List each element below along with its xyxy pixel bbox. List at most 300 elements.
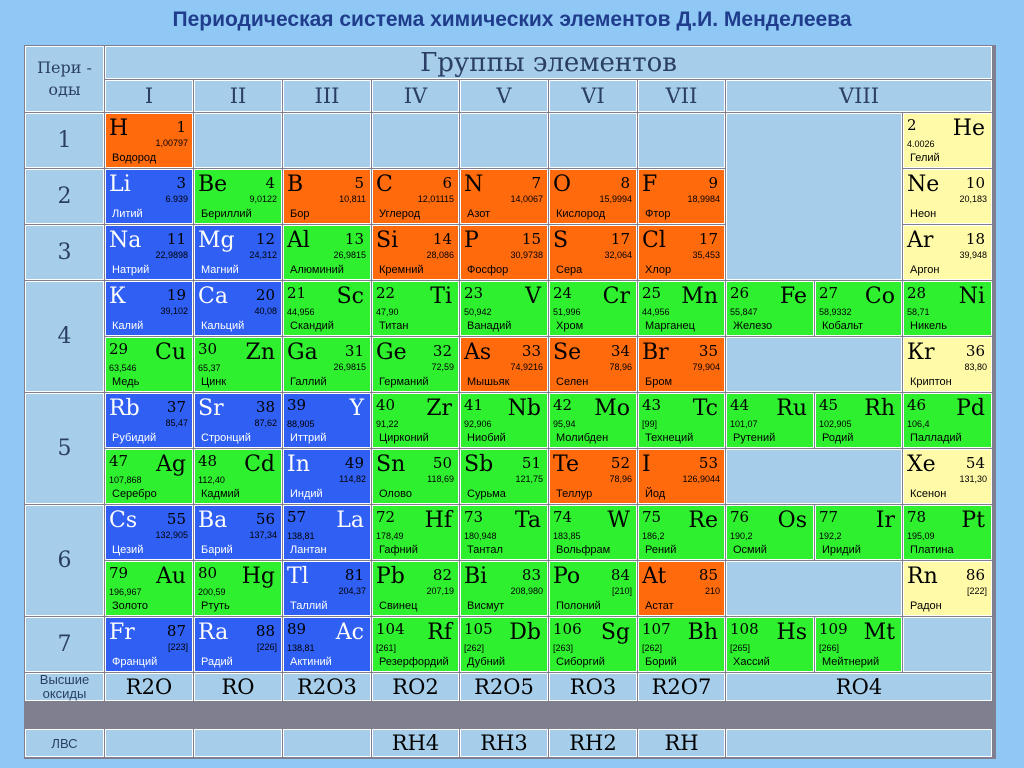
element-symbol: Sb: [464, 452, 494, 477]
atomic-number: 21: [287, 284, 307, 302]
atomic-number: 82: [432, 566, 452, 584]
element-cell: [549, 169, 637, 224]
atomic-mass: 28,086: [426, 250, 454, 260]
element-name: Таллий: [290, 600, 328, 612]
atomic-number: 4: [265, 174, 275, 192]
element-cell: [460, 169, 548, 224]
atomic-mass: 186,2: [642, 531, 665, 541]
atomic-number: 85: [698, 566, 718, 584]
element-cell: [194, 169, 282, 224]
atomic-mass: 14,0067: [510, 194, 543, 204]
atomic-mass: 10,811: [339, 194, 366, 204]
atomic-mass: [261]: [376, 643, 397, 653]
atomic-number: 5: [354, 174, 364, 192]
atomic-mass: [99]: [642, 419, 658, 429]
element-symbol: Ba: [198, 508, 228, 533]
element-symbol: Au: [155, 564, 186, 589]
element-name: Радон: [910, 600, 942, 612]
atomic-mass: [262]: [464, 643, 485, 653]
atomic-number: 9: [708, 174, 718, 192]
empty-cell: [726, 449, 902, 504]
atomic-mass: 51,996: [553, 307, 581, 317]
element-symbol: Ru: [776, 396, 807, 421]
element-name: Кальций: [201, 320, 245, 332]
atomic-number: 57: [287, 508, 307, 526]
element-symbol: Hs: [776, 620, 807, 645]
element-cell: [283, 505, 371, 560]
element-symbol: H: [109, 116, 129, 141]
atomic-number: 105: [464, 620, 493, 638]
atomic-number: 56: [255, 510, 275, 528]
element-symbol: Sc: [336, 284, 364, 309]
element-name: Алюминий: [290, 264, 344, 276]
element-symbol: Na: [109, 228, 142, 253]
atomic-mass: 92,906: [464, 419, 492, 429]
element-cell: [194, 505, 282, 560]
element-cell: [194, 561, 282, 616]
element-cell: [460, 393, 548, 448]
element-cell: [638, 617, 725, 672]
atomic-number: 18: [965, 230, 985, 248]
period-number: 4: [25, 281, 104, 392]
atomic-number: 76: [730, 508, 750, 526]
atomic-number: 78: [907, 508, 927, 526]
empty-cell: [283, 729, 371, 757]
element-symbol: Ti: [430, 284, 452, 309]
groups-title: Группы элементов: [105, 46, 992, 79]
oxide-formula: RO2: [372, 673, 459, 701]
element-symbol: Mn: [681, 284, 718, 309]
element-name: Палладий: [910, 432, 962, 444]
atomic-mass: 180,948: [464, 531, 497, 541]
period-number: 2: [25, 169, 104, 224]
element-name: Аргон: [910, 264, 940, 276]
atomic-number: 8: [620, 174, 630, 192]
element-symbol: Al: [287, 228, 310, 253]
atomic-number: 17: [610, 230, 630, 248]
element-name: Молибден: [556, 432, 609, 444]
atomic-mass: 101,07: [730, 419, 758, 429]
element-symbol: I: [642, 452, 651, 477]
element-symbol: Tl: [287, 564, 309, 589]
element-cell: [903, 337, 992, 392]
period-number: 3: [25, 225, 104, 280]
element-cell: [549, 617, 637, 672]
empty-cell: [549, 113, 637, 168]
element-name: Йод: [645, 488, 666, 500]
element-cell: [638, 393, 725, 448]
element-symbol: Ne: [907, 172, 940, 197]
element-symbol: Ag: [156, 452, 186, 477]
atomic-mass: 200,59: [198, 587, 226, 597]
element-symbol: Ir: [875, 508, 895, 533]
element-name: Мейтнерий: [822, 656, 880, 668]
element-name: Висмут: [467, 600, 505, 612]
element-symbol: Te: [553, 452, 579, 477]
element-name: Теллур: [556, 488, 593, 500]
atomic-mass: [222]: [966, 586, 987, 596]
period-number: 7: [25, 617, 104, 672]
element-symbol: At: [642, 564, 667, 589]
element-symbol: Hg: [241, 564, 275, 589]
atomic-number: 84: [610, 566, 630, 584]
oxide-formula: RO3: [549, 673, 637, 701]
element-symbol: Ta: [514, 508, 541, 533]
element-name: Бром: [645, 376, 673, 388]
atomic-mass: 79,904: [692, 362, 720, 372]
element-name: Фтор: [645, 208, 671, 220]
element-cell: [549, 225, 637, 280]
element-name: Ртуть: [201, 600, 230, 612]
element-name: Индий: [290, 488, 323, 500]
atomic-number: 33: [521, 342, 541, 360]
atomic-number: 10: [965, 174, 985, 192]
element-cell: [283, 393, 371, 448]
element-symbol: Rf: [427, 620, 452, 645]
element-symbol: Mt: [863, 620, 895, 645]
atomic-mass: 208,980: [510, 586, 543, 596]
atomic-number: 39: [287, 396, 307, 414]
element-name: Иридий: [822, 544, 861, 556]
element-symbol: Cd: [244, 452, 275, 477]
atomic-number: 22: [376, 284, 396, 302]
atomic-mass: 35,453: [692, 250, 720, 260]
element-name: Радий: [201, 656, 233, 668]
atomic-number: 108: [730, 620, 759, 638]
group-header: II: [194, 80, 282, 112]
element-cell: [372, 505, 459, 560]
atomic-mass: 126,9044: [682, 474, 720, 484]
element-symbol: Cs: [109, 508, 138, 533]
element-symbol: Hf: [424, 508, 452, 533]
atomic-number: 20: [255, 286, 275, 304]
element-cell: [283, 281, 371, 336]
element-cell: [105, 337, 193, 392]
atomic-number: 12: [255, 230, 275, 248]
element-symbol: Ac: [335, 620, 364, 645]
element-cell: [638, 505, 725, 560]
element-cell: [903, 505, 992, 560]
atomic-number: 23: [464, 284, 484, 302]
atomic-mass: 58,71: [907, 307, 930, 317]
atomic-mass: 137,34: [249, 530, 277, 540]
atomic-number: 42: [553, 396, 573, 414]
element-name: Калий: [112, 320, 144, 332]
element-symbol: Se: [553, 340, 582, 365]
period-number: 5: [25, 393, 104, 504]
atomic-mass: 183,85: [553, 531, 581, 541]
atomic-number: 40: [376, 396, 396, 414]
element-cell: [815, 505, 902, 560]
atomic-number: 11: [166, 230, 186, 248]
element-symbol: F: [642, 172, 658, 197]
element-cell: [549, 505, 637, 560]
atomic-mass: 44,956: [287, 307, 315, 317]
element-name: Ксенон: [910, 488, 947, 500]
element-name: Кремний: [379, 264, 424, 276]
atomic-number: 86: [965, 566, 985, 584]
atomic-mass: 44,956: [642, 307, 670, 317]
element-name: Золото: [112, 600, 148, 612]
element-name: Рутений: [733, 432, 776, 444]
element-cell: [105, 505, 193, 560]
element-name: Астат: [645, 600, 674, 612]
element-name: Магний: [201, 264, 239, 276]
atomic-number: 88: [255, 622, 275, 640]
element-name: Криптон: [910, 376, 952, 388]
element-symbol: Fe: [779, 284, 807, 309]
element-symbol: Db: [509, 620, 541, 645]
element-name: Селен: [556, 376, 589, 388]
element-symbol: Os: [777, 508, 807, 533]
atomic-mass: 138,81: [287, 531, 315, 541]
group-header: VII: [638, 80, 725, 112]
element-symbol: Pd: [956, 396, 985, 421]
hydride-formula: RH: [638, 729, 725, 757]
element-cell: [283, 225, 371, 280]
element-name: Ванадий: [467, 320, 512, 332]
element-symbol: Re: [688, 508, 718, 533]
empty-cell: [726, 729, 992, 757]
element-symbol: Pt: [961, 508, 985, 533]
atomic-mass: 207,19: [426, 586, 454, 596]
atomic-mass: 78,96: [609, 362, 632, 372]
atomic-mass: 72,59: [431, 362, 454, 372]
element-name: Кислород: [556, 208, 606, 220]
element-cell: [903, 113, 992, 168]
element-cell: [372, 337, 459, 392]
element-name: Родий: [822, 432, 854, 444]
element-symbol: Ra: [198, 620, 229, 645]
atomic-mass: 47,90: [376, 307, 399, 317]
atomic-number: 41: [464, 396, 484, 414]
element-name: Олово: [379, 488, 412, 500]
element-cell: [903, 169, 992, 224]
hydride-formula: RH3: [460, 729, 548, 757]
atomic-number: 87: [166, 622, 186, 640]
atomic-number: 53: [698, 454, 718, 472]
element-cell: [460, 561, 548, 616]
element-symbol: Zr: [426, 396, 452, 421]
atomic-number: 15: [521, 230, 541, 248]
atomic-mass: 192,2: [819, 531, 842, 541]
element-cell: [549, 393, 637, 448]
atomic-mass: 138,81: [287, 643, 315, 653]
element-symbol: Mo: [594, 396, 630, 421]
group-header: IV: [372, 80, 459, 112]
oxide-formula: R2O7: [638, 673, 725, 701]
element-symbol: Pb: [376, 564, 405, 589]
element-cell: [638, 449, 725, 504]
element-cell: [283, 617, 371, 672]
atomic-mass: 1,00797: [155, 138, 188, 148]
element-symbol: Tc: [692, 396, 718, 421]
element-cell: [815, 393, 902, 448]
element-symbol: Sr: [198, 396, 224, 421]
element-symbol: Rb: [109, 396, 140, 421]
element-symbol: V: [525, 284, 541, 309]
atomic-mass: 114,82: [339, 474, 366, 484]
atomic-number: 30: [198, 340, 218, 358]
element-cell: [549, 337, 637, 392]
element-cell: [460, 505, 548, 560]
element-symbol: Br: [642, 340, 669, 365]
empty-cell: [726, 561, 902, 616]
element-name: Скандий: [290, 320, 334, 332]
atomic-number: 3: [176, 174, 186, 192]
element-cell: [194, 393, 282, 448]
atomic-mass: [262]: [642, 643, 663, 653]
periods-header: Пери - оды: [25, 46, 104, 112]
element-symbol: Ga: [287, 340, 318, 365]
element-cell: [283, 561, 371, 616]
atomic-mass: 39,948: [959, 250, 987, 260]
atomic-mass: 15,9994: [599, 194, 632, 204]
empty-cell: [638, 113, 725, 168]
element-symbol: He: [952, 116, 985, 141]
empty-cell: [903, 617, 992, 672]
atomic-number: 32: [432, 342, 452, 360]
atomic-mass: 74,9216: [510, 362, 543, 372]
atomic-number: 19: [166, 286, 186, 304]
atomic-number: 81: [344, 566, 364, 584]
element-cell: [105, 617, 193, 672]
element-cell: [283, 169, 371, 224]
element-symbol: Be: [198, 172, 228, 197]
atomic-number: 109: [819, 620, 848, 638]
element-name: Титан: [379, 320, 409, 332]
atomic-mass: 196,967: [109, 587, 142, 597]
element-name: Рубидий: [112, 432, 157, 444]
element-cell: [549, 561, 637, 616]
element-cell: [726, 505, 814, 560]
element-cell: [105, 281, 193, 336]
atomic-mass: 12,01115: [417, 194, 454, 204]
empty-cell: [105, 729, 193, 757]
element-symbol: As: [464, 340, 492, 365]
atomic-mass: 88,905: [287, 419, 315, 429]
element-symbol: Cl: [642, 228, 666, 253]
element-symbol: Nb: [507, 396, 541, 421]
atomic-number: 37: [166, 398, 186, 416]
atomic-mass: 83,80: [964, 362, 987, 372]
atomic-mass: [265]: [730, 643, 751, 653]
atomic-number: 38: [255, 398, 275, 416]
element-cell: [283, 337, 371, 392]
element-cell: [105, 169, 193, 224]
group-header: I: [105, 80, 193, 112]
atomic-mass: [223]: [167, 642, 188, 652]
element-name: Сера: [556, 264, 583, 276]
element-cell: [194, 225, 282, 280]
oxide-formula: RO4: [726, 673, 992, 701]
atomic-mass: 32,064: [604, 250, 632, 260]
element-name: Кобальт: [822, 320, 864, 332]
element-cell: [903, 561, 992, 616]
atomic-mass: 204,37: [338, 586, 366, 596]
element-name: Марганец: [645, 320, 695, 332]
element-symbol: Mg: [198, 228, 235, 253]
atomic-number: 55: [166, 510, 186, 528]
element-name: Дубний: [467, 656, 505, 668]
atomic-number: 6: [442, 174, 452, 192]
atomic-number: 72: [376, 508, 396, 526]
atomic-mass: 26,9815: [333, 362, 366, 372]
atomic-number: 73: [464, 508, 484, 526]
page-title: Периодическая система химических элементов Д.И. Менделеева: [172, 8, 852, 31]
element-cell: [638, 225, 725, 280]
atomic-mass: 121,75: [515, 474, 543, 484]
element-name: Свинец: [379, 600, 418, 612]
empty-cell: [460, 113, 548, 168]
atomic-number: 50: [432, 454, 452, 472]
element-name: Рений: [645, 544, 677, 556]
element-name: Актиний: [290, 656, 332, 668]
element-name: Лантан: [290, 544, 327, 556]
oxide-formula: R2O3: [283, 673, 371, 701]
atomic-mass: [263]: [553, 643, 574, 653]
atomic-mass: 30,9738: [510, 250, 543, 260]
element-name: Сиборгий: [556, 656, 605, 668]
atomic-mass: 95,94: [553, 419, 576, 429]
oxides-label: Высшие оксиды: [25, 673, 104, 701]
element-name: Цезий: [112, 544, 144, 556]
element-name: Хассий: [733, 656, 770, 668]
element-symbol: N: [464, 172, 484, 197]
element-symbol: B: [287, 172, 304, 197]
atomic-mass: 6.939: [165, 194, 188, 204]
element-symbol: Bh: [687, 620, 718, 645]
element-symbol: Y: [349, 396, 364, 421]
element-name: Никель: [910, 320, 947, 332]
element-name: Хром: [556, 320, 584, 332]
atomic-mass: 39,102: [160, 306, 188, 316]
atomic-mass: 22,9898: [155, 250, 188, 260]
element-symbol: Bi: [464, 564, 488, 589]
element-name: Медь: [112, 376, 140, 388]
element-cell: [372, 617, 459, 672]
element-symbol: Rn: [907, 564, 938, 589]
atomic-mass: 4.0026: [907, 139, 935, 149]
atomic-number: 74: [553, 508, 573, 526]
element-symbol: S: [553, 228, 569, 253]
atomic-number: 1: [176, 118, 186, 136]
element-name: Бериллий: [201, 208, 252, 220]
atomic-number: 25: [642, 284, 662, 302]
atomic-number: 14: [432, 230, 452, 248]
atomic-mass: 118,69: [427, 474, 454, 484]
element-name: Технеций: [645, 432, 694, 444]
oxide-formula: RO: [194, 673, 282, 701]
element-cell: [903, 225, 992, 280]
element-symbol: Кr: [907, 340, 935, 365]
atomic-mass: 78,96: [609, 474, 632, 484]
element-name: Полоний: [556, 600, 601, 612]
atomic-mass: 102,905: [819, 419, 852, 429]
element-name: Германий: [379, 376, 429, 388]
element-symbol: Sn: [376, 452, 406, 477]
element-cell: [105, 561, 193, 616]
element-name: Мышьяк: [467, 376, 510, 388]
atomic-number: 26: [730, 284, 750, 302]
element-symbol: O: [553, 172, 572, 197]
element-symbol: Zn: [245, 340, 275, 365]
empty-cell: [194, 113, 282, 168]
atomic-number: 44: [730, 396, 750, 414]
element-cell: [105, 449, 193, 504]
element-cell: [903, 393, 992, 448]
element-symbol: Ar: [907, 228, 934, 253]
